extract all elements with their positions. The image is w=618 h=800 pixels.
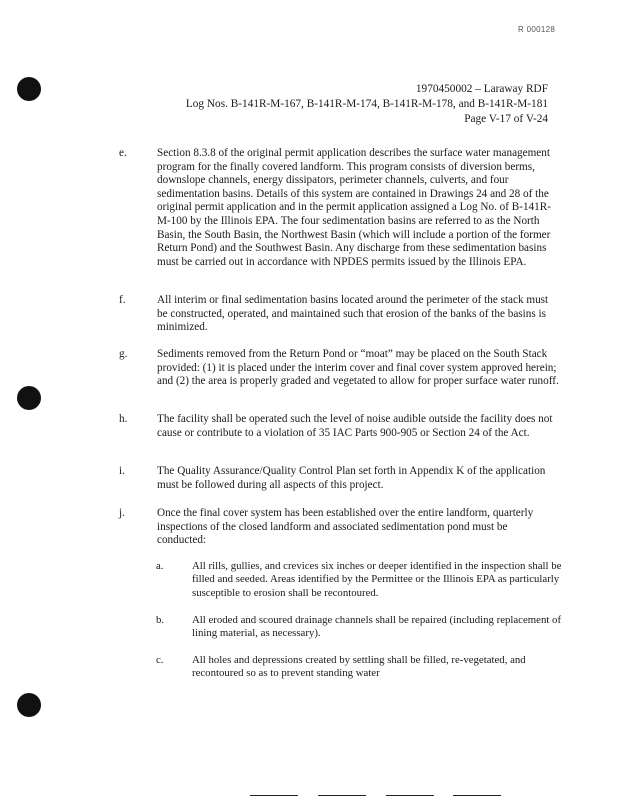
- condition-item-g: [119, 348, 559, 389]
- condition-item-i: [119, 465, 559, 492]
- condition-item-e: [119, 147, 559, 269]
- punch-hole: [17, 693, 41, 717]
- bates-number: R 000128: [518, 25, 556, 34]
- item-text: The facility shall be operated such the level of noise audible outside the facility does not cause or contribute to a violation of 35 IAC Parts 900-905 or Section 24 of the Act.: [157, 413, 553, 439]
- subitem-text: All rills, gullies, and crevices six inches or deeper identified in the inspection shall be filled and seeded. Areas identified by the Permittee or the Illinois EPA as particularly susceptible to erosion shall be recontoured.: [192, 560, 562, 599]
- subitem-text: All holes and depressions created by settling shall be filled, re-vegetated, and recontoured so as to prevent standing water: [192, 654, 526, 680]
- item-text: Section 8.3.8 of the original permit application describes the surface water management program for the finally covered landform. This program consists of diversion berms, downslope channels, energy dissipators, perimeter channels, culverts, and four sedimentation basins. Details of this system are contained in Drawings 24 and 28 of the original permit application and in the permit application assigned a Log No. of B-141R-M-100 by the Illinois EPA. The four sedimentation basins are referred to as the North Basin, the South Basin, the Northwest Basin (which will include a portion of the former Return Pond) and the Southwest Basin. Any discharge from these sedimentation basins must be carried out in accordance with NPDES permits issued by the Illinois EPA.: [157, 147, 551, 268]
- page-header: [186, 82, 548, 127]
- item-marker: h.: [119, 413, 128, 425]
- subcondition-item-c: [156, 654, 566, 681]
- item-marker: e.: [119, 147, 127, 159]
- punch-hole: [17, 77, 41, 101]
- condition-item-h: [119, 413, 559, 440]
- subitem-text: All eroded and scoured drainage channels shall be repaired (including replacement of lining material, as necessary).: [192, 614, 562, 640]
- condition-item-j: [119, 507, 559, 548]
- condition-item-f: [119, 294, 559, 335]
- subcondition-item-a: [156, 560, 566, 600]
- item-text: The Quality Assurance/Quality Control Plan set forth in Appendix K of the application must be followed during all aspects of this project.: [157, 465, 546, 491]
- item-marker: j.: [119, 507, 125, 519]
- header-page-number: Page V-17 of V-24: [464, 113, 548, 125]
- item-text: Sediments removed from the Return Pond or “moat” may be placed on the South Stack provided: (1) it is placed under the interim cover and final cover system approved herein; and (2) the area is properly graded and vegetated to allow for proper surface water runoff.: [157, 348, 559, 388]
- header-log-numbers: Log Nos. B-141R-M-167, B-141R-M-174, B-141R-M-178, and B-141R-M-181: [185, 98, 548, 110]
- subitem-marker: c.: [156, 654, 164, 666]
- initial-line: [386, 795, 434, 796]
- item-marker: f.: [119, 294, 126, 306]
- initial-line: [318, 795, 366, 796]
- item-marker: g.: [119, 348, 128, 360]
- subitem-marker: b.: [156, 614, 165, 626]
- initial-line: [453, 795, 501, 796]
- item-text: Once the final cover system has been established over the entire landform, quarterly inspections of the closed landform and associated sedimentation pond must be conducted:: [157, 507, 534, 547]
- header-permit-line: 1970450002 – Laraway RDF: [415, 83, 548, 95]
- item-text: All interim or final sedimentation basins located around the perimeter of the stack must be constructed, operated, and maintained such that erosion of the banks of the basins is minimized.: [157, 294, 549, 334]
- subitem-marker: a.: [156, 560, 164, 572]
- punch-hole: [17, 386, 41, 410]
- subcondition-item-b: [156, 614, 566, 641]
- item-marker: i.: [119, 465, 125, 477]
- initial-line: [250, 795, 298, 796]
